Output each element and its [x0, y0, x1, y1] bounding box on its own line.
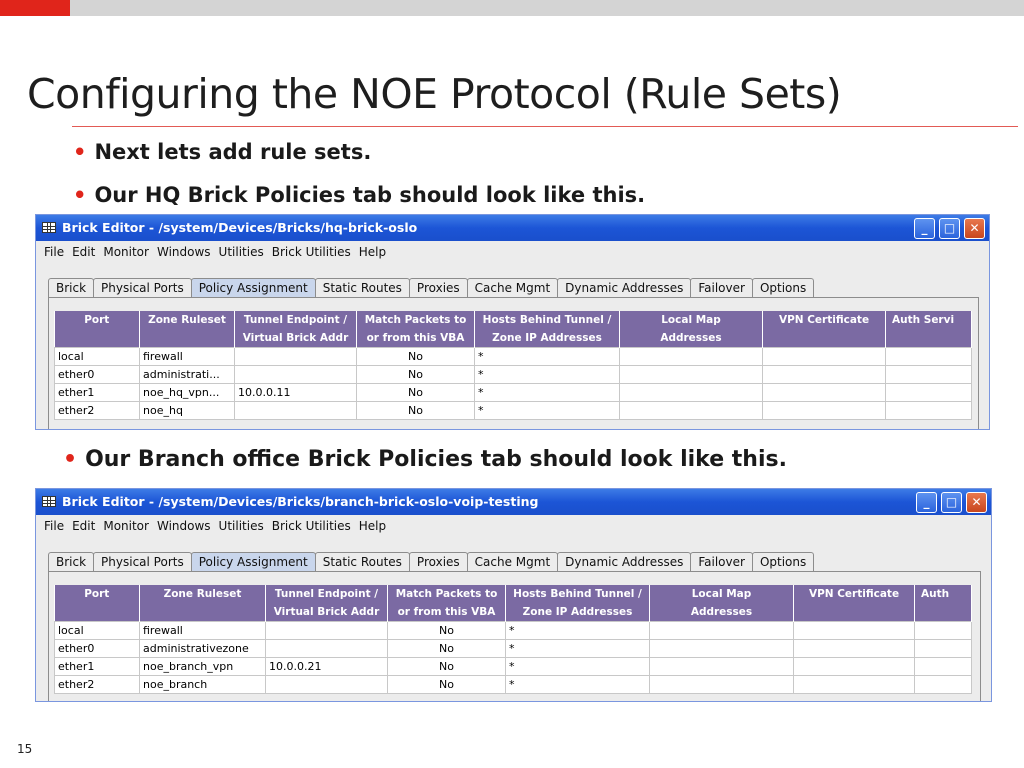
- menu-windows[interactable]: Windows: [156, 519, 211, 533]
- column-header-line-2: [140, 329, 234, 347]
- menu-windows[interactable]: Windows: [156, 245, 211, 259]
- column-header[interactable]: [266, 585, 388, 622]
- tab-cache-mgmt[interactable]: Cache Mgmt: [467, 278, 559, 299]
- table-cell[interactable]: [763, 348, 886, 366]
- minimize-button[interactable]: _: [914, 218, 935, 239]
- table-row[interactable]: [55, 676, 972, 694]
- menu-help[interactable]: Help: [358, 519, 387, 533]
- table-cell[interactable]: noe_branch_vpn: [140, 658, 266, 676]
- table-cell[interactable]: 10.0.0.11: [235, 384, 357, 402]
- tab-options[interactable]: Options: [752, 278, 814, 299]
- menu-utilities[interactable]: Utilities: [218, 519, 264, 533]
- column-header[interactable]: [506, 585, 650, 622]
- close-button[interactable]: ✕: [964, 218, 985, 239]
- table-body: [55, 622, 972, 694]
- table-cell[interactable]: ether2: [55, 402, 140, 420]
- table-icon: [42, 222, 56, 233]
- table-cell[interactable]: 10.0.0.21: [266, 658, 388, 676]
- tab-brick[interactable]: Brick: [48, 552, 94, 573]
- table-cell[interactable]: [915, 622, 972, 640]
- column-header-line-1: Tunnel Endpoint /: [274, 588, 379, 600]
- table-cell[interactable]: [794, 658, 915, 676]
- policy-table: [54, 585, 972, 694]
- menu-utilities[interactable]: Utilities: [218, 245, 264, 259]
- page-number: 15: [17, 742, 33, 756]
- table-cell[interactable]: No: [388, 622, 506, 640]
- menu-brick-utilities[interactable]: Brick Utilities: [271, 245, 351, 259]
- column-header-line-2: Virtual Brick Addr: [242, 332, 349, 344]
- column-header-line-2: or from this VBA: [366, 332, 465, 344]
- column-header-line-2: or from this VBA: [397, 606, 496, 618]
- menu-file[interactable]: File: [44, 519, 65, 533]
- tab-physical-ports[interactable]: Physical Ports: [93, 552, 192, 573]
- table-row[interactable]: [55, 402, 972, 420]
- table-header-row: [55, 311, 972, 348]
- table-body: [55, 348, 972, 420]
- menu-edit[interactable]: Edit: [72, 245, 96, 259]
- column-header-line-1: Tunnel Endpoint /: [243, 314, 348, 326]
- column-header-line-2: [55, 603, 140, 621]
- tab-proxies[interactable]: Proxies: [409, 278, 468, 299]
- table-cell[interactable]: [763, 384, 886, 402]
- table-cell[interactable]: ether2: [55, 676, 140, 694]
- column-header[interactable]: [140, 585, 266, 622]
- minimize-button[interactable]: _: [916, 492, 937, 513]
- table-row[interactable]: [55, 348, 972, 366]
- top-accent-block: [0, 0, 70, 16]
- table-cell[interactable]: [794, 640, 915, 658]
- table-cell[interactable]: noe_hq_vpn...: [140, 384, 235, 402]
- table-cell[interactable]: [886, 384, 972, 402]
- window-titlebar[interactable]: [36, 215, 989, 241]
- table-cell[interactable]: ether1: [55, 384, 140, 402]
- maximize-button[interactable]: □: [941, 492, 962, 513]
- table-cell[interactable]: *: [506, 676, 650, 694]
- branch-brick-editor-window: [35, 488, 992, 702]
- table-cell[interactable]: [650, 640, 794, 658]
- column-header-line-1: Zone Ruleset: [163, 588, 242, 600]
- column-header-line-1: Hosts Behind Tunnel /: [513, 588, 642, 600]
- table-cell[interactable]: [620, 402, 763, 420]
- table-cell[interactable]: [266, 622, 388, 640]
- table-cell[interactable]: [650, 658, 794, 676]
- column-header[interactable]: [235, 311, 357, 348]
- tab-dynamic-addresses[interactable]: Dynamic Addresses: [557, 278, 691, 299]
- table-cell[interactable]: ether1: [55, 658, 140, 676]
- table-cell[interactable]: [266, 676, 388, 694]
- table-row[interactable]: [55, 640, 972, 658]
- tab-failover[interactable]: Failover: [690, 552, 753, 573]
- column-header[interactable]: [55, 311, 140, 348]
- column-header-line-1: Port: [84, 588, 110, 600]
- table-cell[interactable]: [763, 366, 886, 384]
- bullet-text: Our Branch office Brick Policies tab should look like this.: [85, 447, 787, 472]
- tab-policy-assignment[interactable]: Policy Assignment: [191, 552, 316, 573]
- menu-bar: [36, 515, 991, 537]
- table-row[interactable]: [55, 366, 972, 384]
- top-decor-bar: [0, 0, 1024, 16]
- table-icon: [42, 496, 56, 507]
- title-divider: [72, 126, 1018, 127]
- column-header-line-1: Local Map: [691, 588, 752, 600]
- window-title: Brick Editor - /system/Devices/Bricks/hq-brick-oslo: [62, 220, 418, 235]
- close-button[interactable]: ✕: [966, 492, 987, 513]
- column-header-line-1: Match Packets to: [364, 314, 467, 326]
- table-cell[interactable]: [235, 366, 357, 384]
- column-header[interactable]: [650, 585, 794, 622]
- bullet-text: Our HQ Brick Policies tab should look like this.: [94, 183, 646, 207]
- table-cell[interactable]: *: [475, 366, 620, 384]
- column-header[interactable]: [886, 311, 972, 348]
- column-header[interactable]: [55, 585, 140, 622]
- window-title: Brick Editor - /system/Devices/Bricks/branch-brick-oslo-voip-testing: [62, 494, 539, 509]
- column-header-line-1: Hosts Behind Tunnel /: [482, 314, 612, 326]
- tab-cache-mgmt[interactable]: Cache Mgmt: [467, 552, 559, 573]
- tab-policy-assignment[interactable]: Policy Assignment: [191, 278, 316, 299]
- column-header-line-2: Zone IP Addresses: [492, 332, 602, 344]
- window-titlebar[interactable]: [36, 489, 991, 515]
- table-cell[interactable]: [235, 348, 357, 366]
- menu-brick-utilities[interactable]: Brick Utilities: [271, 519, 351, 533]
- table-cell[interactable]: [886, 402, 972, 420]
- table-cell[interactable]: local: [55, 622, 140, 640]
- tab-physical-ports[interactable]: Physical Ports: [93, 278, 192, 299]
- table-cell[interactable]: administrativezone: [140, 640, 266, 658]
- column-header-line-1: VPN Certificate: [808, 588, 900, 600]
- menu-bar: [36, 241, 989, 263]
- table-cell[interactable]: *: [475, 402, 620, 420]
- column-header-line-2: [763, 329, 885, 347]
- hq-brick-editor-window: [35, 214, 990, 430]
- bullet-text: Next lets add rule sets.: [94, 140, 372, 164]
- column-header-line-2: Virtual Brick Addr: [273, 606, 380, 618]
- column-header[interactable]: [475, 311, 620, 348]
- menu-edit[interactable]: Edit: [72, 519, 96, 533]
- table-cell[interactable]: *: [475, 348, 620, 366]
- column-header-line-2: [892, 329, 971, 347]
- column-header-line-2: Zone IP Addresses: [522, 606, 633, 618]
- column-header-line-2: [55, 329, 140, 347]
- column-header-line-1: VPN Certificate: [778, 314, 870, 326]
- tab-static-routes[interactable]: Static Routes: [315, 278, 410, 299]
- bullet-marker: •: [63, 447, 78, 472]
- menu-monitor[interactable]: Monitor: [103, 519, 149, 533]
- table-cell[interactable]: [915, 658, 972, 676]
- column-header[interactable]: [915, 585, 972, 622]
- tab-options[interactable]: Options: [752, 552, 814, 573]
- table-cell[interactable]: No: [388, 658, 506, 676]
- column-header-line-1: Port: [84, 314, 110, 326]
- table-row[interactable]: [55, 658, 972, 676]
- column-header[interactable]: [357, 311, 475, 348]
- tab-strip: [48, 551, 813, 572]
- column-header[interactable]: [763, 311, 886, 348]
- column-header[interactable]: [794, 585, 915, 622]
- table-cell[interactable]: firewall: [140, 348, 235, 366]
- table-cell[interactable]: *: [506, 640, 650, 658]
- table-cell[interactable]: [620, 384, 763, 402]
- table-cell[interactable]: local: [55, 348, 140, 366]
- table-cell[interactable]: [886, 348, 972, 366]
- table-cell[interactable]: [886, 366, 972, 384]
- table-cell[interactable]: [266, 640, 388, 658]
- bullet-1: [73, 140, 371, 164]
- table-row[interactable]: [55, 622, 972, 640]
- table-cell[interactable]: *: [475, 384, 620, 402]
- tab-static-routes[interactable]: Static Routes: [315, 552, 410, 573]
- table-cell[interactable]: [915, 640, 972, 658]
- table-cell[interactable]: [235, 402, 357, 420]
- column-header-line-2: Addresses: [690, 606, 753, 618]
- tab-dynamic-addresses[interactable]: Dynamic Addresses: [557, 552, 691, 573]
- table-cell[interactable]: [620, 366, 763, 384]
- column-header[interactable]: [388, 585, 506, 622]
- menu-file[interactable]: File: [44, 245, 65, 259]
- menu-help[interactable]: Help: [358, 245, 387, 259]
- tab-brick[interactable]: Brick: [48, 278, 94, 299]
- table-cell[interactable]: [650, 622, 794, 640]
- table-cell[interactable]: No: [388, 640, 506, 658]
- table-cell[interactable]: [915, 676, 972, 694]
- table-cell[interactable]: [794, 622, 915, 640]
- table-cell[interactable]: noe_hq: [140, 402, 235, 420]
- table-row[interactable]: [55, 384, 972, 402]
- table-cell[interactable]: *: [506, 622, 650, 640]
- tab-failover[interactable]: Failover: [690, 278, 753, 299]
- column-header-line-1: Auth Servi: [892, 314, 955, 326]
- menu-monitor[interactable]: Monitor: [103, 245, 149, 259]
- column-header-line-1: Match Packets to: [395, 588, 498, 600]
- table-cell[interactable]: No: [357, 384, 475, 402]
- column-header[interactable]: [620, 311, 763, 348]
- bullet-3: [63, 447, 787, 472]
- maximize-button[interactable]: □: [939, 218, 960, 239]
- table-cell[interactable]: No: [388, 676, 506, 694]
- column-header[interactable]: [140, 311, 235, 348]
- slide-title: Configuring the NOE Protocol (Rule Sets): [27, 70, 842, 118]
- column-header-line-2: [140, 603, 265, 621]
- column-header-line-2: [794, 603, 914, 621]
- table-cell[interactable]: No: [357, 402, 475, 420]
- bullet-marker: •: [73, 140, 87, 164]
- column-header-line-1: Local Map: [661, 314, 721, 326]
- table-cell[interactable]: No: [357, 348, 475, 366]
- table-cell[interactable]: ether0: [55, 640, 140, 658]
- bullet-2: [73, 183, 645, 207]
- bullet-marker: •: [73, 183, 87, 207]
- column-header-line-2: [921, 603, 971, 621]
- table-cell[interactable]: [650, 676, 794, 694]
- column-header-line-1: Zone Ruleset: [148, 314, 226, 326]
- table-cell[interactable]: *: [506, 658, 650, 676]
- tab-strip: [48, 277, 813, 298]
- table-cell[interactable]: administrati...: [140, 366, 235, 384]
- column-header-line-1: Auth: [921, 588, 950, 600]
- column-header-line-2: Addresses: [660, 332, 722, 344]
- table-cell[interactable]: [763, 402, 886, 420]
- tab-proxies[interactable]: Proxies: [409, 552, 468, 573]
- table-cell[interactable]: ether0: [55, 366, 140, 384]
- table-header-row: [55, 585, 972, 622]
- table-cell[interactable]: [620, 348, 763, 366]
- policy-table: [54, 311, 972, 420]
- table-cell[interactable]: No: [357, 366, 475, 384]
- table-cell[interactable]: firewall: [140, 622, 266, 640]
- table-cell[interactable]: noe_branch: [140, 676, 266, 694]
- table-cell[interactable]: [794, 676, 915, 694]
